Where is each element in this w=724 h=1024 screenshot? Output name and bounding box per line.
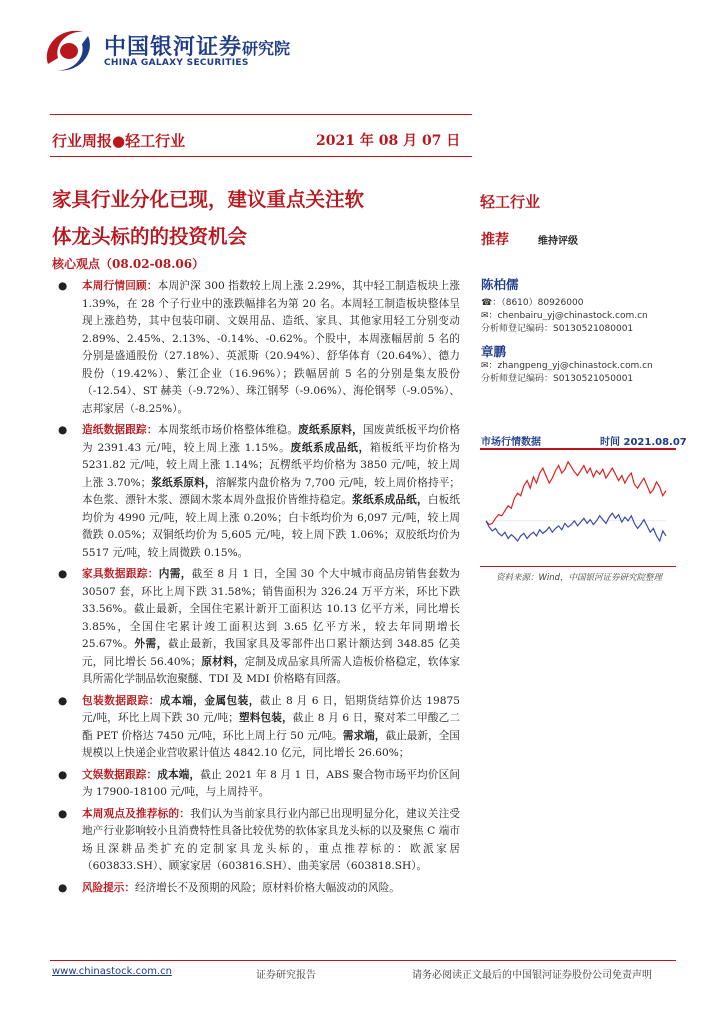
footer-url[interactable]: www.chinastock.com.cn	[52, 966, 172, 977]
analyst-1-phone: （8610）80926000	[501, 298, 584, 308]
bullet-dot-icon: ●	[58, 768, 68, 781]
bullet-dot-icon: ●	[58, 694, 68, 707]
core-view-heading: 核心观点（08.02-08.06）	[52, 257, 205, 271]
bullet-risk: ● 风险提示：经济增长不及预期的风险；原材料价格大幅波动的风险。	[58, 880, 460, 898]
footer-divider	[50, 960, 676, 961]
galaxy-logo-icon	[40, 24, 98, 76]
x-tick-mark: ·	[584, 555, 588, 561]
chart-bottom-rule	[480, 566, 676, 567]
bullet-paper-data: ● 造纸数据跟踪：本周浆纸市场价格整体维稳。废纸系原料，国废黄纸板平均价格为 2391.43 元/吨，较上周上涨 1.15%。废纸系成品纸，箱板纸平均价格为 5231.82 元/吨，较上周上涨 1.14%；瓦楞纸平均价格为 3850 元/吨，较上周上涨 3.70%；浆纸系原料，溶解浆内盘价格为 7,700 元/吨，较上周价格持平；本色浆、漂针木浆、漂阔木浆本周外盘报价皆维持稳定。浆纸系成品纸，白板纸均价为 4990 元/吨，较上周上涨 0.20%；白卡纸均价为 6,097 元/吨，较上周微跌 0.05%；双铜纸均价为 5,605 元/吨，较上周下跌 1.06%；双胶纸均价为 5517 元/吨，较上周微跌 0.15%。	[58, 424, 461, 559]
phone-icon: ☎：	[481, 298, 502, 308]
x-tick-mark: ·	[644, 555, 648, 561]
bullet-dot-icon: ●	[58, 881, 68, 894]
bullet-packaging-data: ● 包装数据跟踪：成本端，金属包装，截止 8 月 6 日，铝期货结算价达 19875 元/吨，环比上周下跌 30 元/吨；塑料包装，截止 8 月 6 日，聚对苯二甲酸乙二酯 PET 价格达 7450 元/吨，环比上周上行 50 元/吨。需求端，截止最新，全国规模以上快递企业营收累计值达 4842.10 亿元，同比增长 26.60%；	[58, 694, 461, 759]
company-name-en: CHINA GALAXY SECURITIES	[104, 58, 249, 68]
header-divider	[50, 114, 472, 115]
email-icon: ✉：	[481, 361, 498, 371]
market-chart	[480, 452, 676, 564]
series-line-1	[486, 513, 666, 541]
bullet-dot-icon: ●	[58, 280, 68, 292]
bullet-dot-icon: ●	[58, 424, 68, 436]
bullet-weekly-view: ● 本周观点及推荐标的：我们认为当前家具行业内部已出现明显分化，建议关注受地产行业影响较小且消费特性具备比较优势的软体家具龙头标的以及聚焦 C 端市场且深耕品类扩充的定制家具龙头标的，重点推荐标的：欧派家居（603833.SH）、顾家家居（603816.SH）、曲美家居（603818.SH）。	[58, 807, 460, 872]
report-title-line-2: 体龙头标的的投资机会	[52, 225, 248, 248]
footer-center: 证券研究报告	[256, 970, 316, 981]
report-type: 行业周报●轻工行业	[52, 132, 186, 150]
analyst-1-name: 陈柏儒	[481, 277, 519, 292]
x-tick-mark: ·	[524, 555, 528, 561]
analyst-1-email-row	[481, 308, 648, 321]
chart-source: 资料来源：Wind，中国银河证券研究院整理	[496, 573, 663, 583]
header-divider-2	[50, 156, 472, 157]
chart-top-rule	[480, 448, 676, 450]
sidebar-industry: 轻工行业	[480, 193, 541, 211]
sidebar-rating-note: 维持评级	[538, 236, 578, 247]
series-line-0	[486, 462, 666, 525]
analyst-2-reg: 分析师登记编码：S0130521050001	[481, 374, 634, 384]
x-tick-mark: ·	[544, 555, 548, 561]
bullet-dot-icon: ●	[58, 807, 68, 820]
core-view-list	[58, 278, 460, 901]
x-tick-mark: ·	[604, 555, 608, 561]
sidebar-rating: 推荐	[481, 232, 509, 248]
analyst-1-email[interactable]: chenbairu_yj@chinastock.com.cn	[497, 311, 648, 321]
x-tick-mark: ·	[484, 555, 488, 561]
bullet-dot-icon: ●	[58, 568, 68, 580]
x-tick-mark: ·	[624, 555, 628, 561]
x-tick-mark: ·	[564, 555, 568, 561]
analyst-2-email-row	[481, 358, 653, 371]
x-tick-mark: ·	[504, 555, 508, 561]
chart-title: 市场行情数据	[481, 437, 541, 448]
analyst-1-phone-row	[481, 295, 583, 308]
x-tick-mark: ·	[664, 555, 668, 561]
bullet-furniture-data: ● 家具数据跟踪：内需，截至 8 月 1 日，全国 30 个大中城市商品房销售套数为 30507 套，环比上周下跌 31.58%；销售面积为 326.24 万平方米，环比下跌 33.56%。截止最新，全国住宅累计新开工面积达 10.13 亿平方米，同比增长 3.85%，全国住宅累计竣工面积达到 3.65 亿平方米，较去年同期增长 25.67%。外需，截止最新，我国家具及零部件出口累计额达到 348.85 亿美元，同比增长 56.40%；原材料，定制及成品家具所需人造板价格稳定，软体家具所需化学制品软泡聚醚、TDI 及 MDI 价格略有回落。	[58, 568, 461, 685]
chart-time: 时间 2021.08.07	[600, 437, 687, 448]
bullet-entertainment-data: ● 文娱数据跟踪：成本端，截止 2021 年 8 月 1 日，ABS 聚合物市场平均价区间为 17900-18100 元/吨，与上周持平。	[58, 768, 461, 798]
report-date: 2021 年 08 月 07 日	[316, 133, 461, 149]
analyst-2-name: 章鹏	[481, 344, 507, 359]
bullet-market-review: ● 本周行情回顾：本周沪深 300 指数较上周上涨 2.29%，其中轻工制造板块上涨 1.39%，在 28 个子行业中的涨跌幅排名为第 20 名。本周轻工制造板块整体呈现上涨趋势，其中包装印刷、文娱用品、造纸、家具、其他家用轻工分别变动 2.89%、2.45%、2.13%、-0.14%、-0.62%。个股中，本周涨幅居前 5 名的分别是盛通股份（27.18%）、英派斯（20.94%）、舒华体育（20.64%）、德力股份（19.42%）、紫江企业（16.96%）；跌幅居前 5 名的分别是集友股份（-12.54）、ST 赫美（-9.72%）、珠江钢琴（-9.06%）、海伦钢琴（-9.05%）、志邦家居（-8.25%）。	[58, 280, 461, 415]
footer-disclaimer: 请务必阅读正文最后的中国银河证券股份公司免责声明	[412, 970, 652, 981]
company-name-cn: 中国银河证券	[104, 35, 243, 60]
report-title-line-1: 家具行业分化已现，建议重点关注软	[52, 188, 365, 211]
analyst-2-email[interactable]: zhangpeng_yj@chinastock.com.cn	[497, 361, 653, 371]
email-icon: ✉：	[481, 311, 498, 321]
dept-name: 研究院	[242, 39, 291, 58]
analyst-1-reg: 分析师登记编码：S0130521080001	[481, 324, 634, 334]
